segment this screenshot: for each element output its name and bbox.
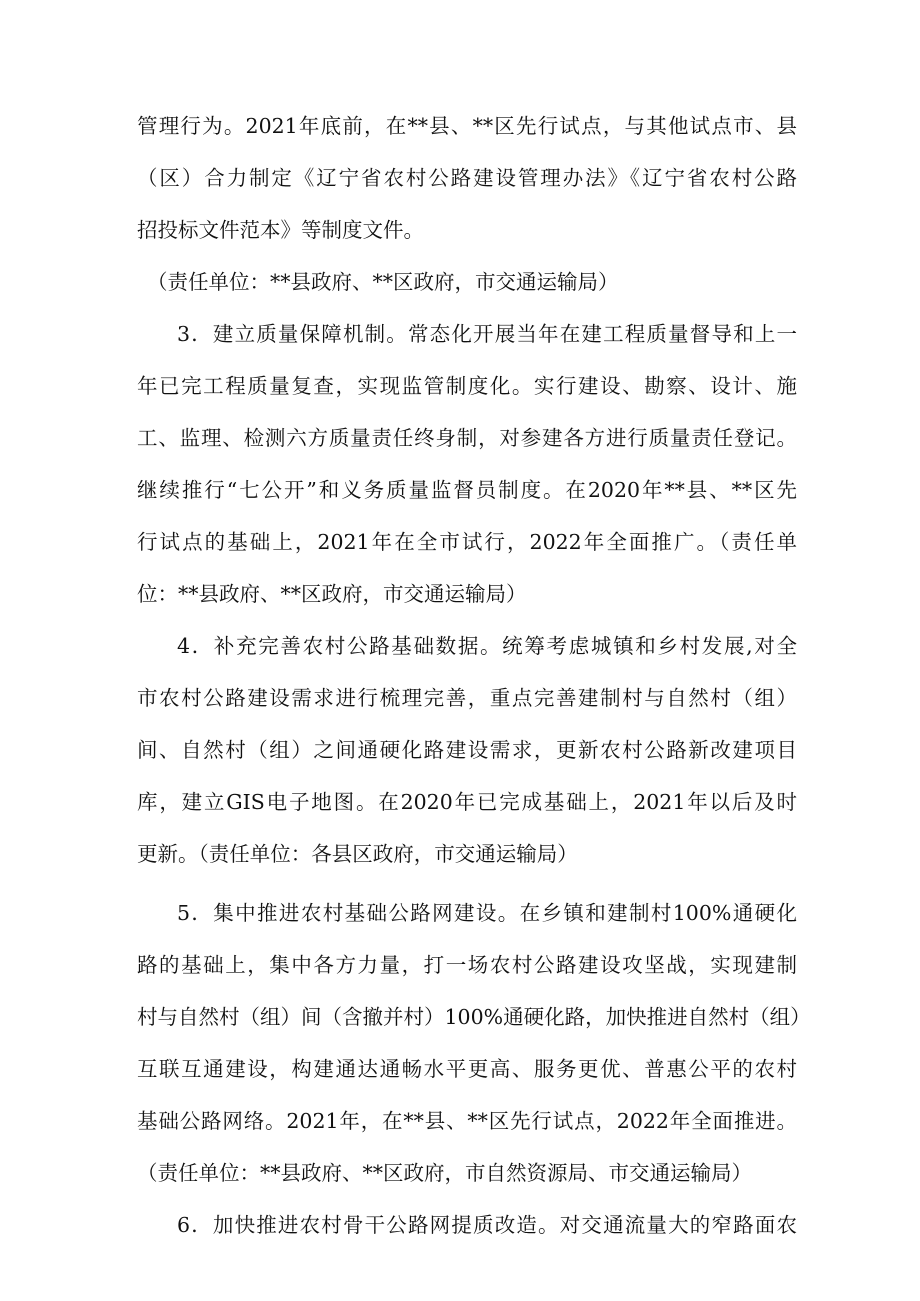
text-line: 3．建立质量保障机制。常态化开展当年在建工程质量督导和上一 (177, 322, 797, 346)
text-line: 市农村公路建设需求进行梳理完善，重点完善建制村与自然村（组） (137, 686, 797, 710)
text-line: 管理行为。2021年底前，在**县、**区先行试点，与其他试点市、县 (137, 114, 797, 138)
text-line: 年已完工程质量复查，实现监管制度化。实行建设、勘察、设计、施 (137, 374, 797, 398)
text-line: （责任单位：**县政府、**区政府，市自然资源局、市交通运输局） (137, 1161, 752, 1185)
text-line: 工、监理、检测六方质量责任终身制，对参建各方进行质量责任登记。 (137, 426, 797, 450)
text-line: 路的基础上，集中各方力量，打一场农村公路建设攻坚战，实现建制 (137, 953, 797, 977)
text-line: 4．补充完善农村公路基础数据。统筹考虑城镇和乡村发展,对全 (177, 634, 797, 658)
text-line: 继续推行“七公开”和义务质量监督员制度。在2020年**县、**区先 (137, 478, 797, 502)
text-line: 互联互通建设，构建通达通畅水平更高、服务更优、普惠公平的农村 (137, 1057, 797, 1081)
text-line: 位：**县政府、**区政府，市交通运输局） (137, 582, 527, 606)
text-line: 6．加快推进农村骨干公路网提质改造。对交通流量大的窄路面农 (177, 1213, 797, 1237)
text-line: （区）合力制定《辽宁省农村公路建设管理办法》《辽宁省农村公路 (137, 166, 797, 190)
text-line: 村与自然村（组）间（含撤并村）100%通硬化路，加快推进自然村（组） (137, 1005, 811, 1029)
text-line: 基础公路网络。2021年，在**县、**区先行试点，2022年全面推进。 (137, 1109, 797, 1133)
text-line: 库，建立GIS电子地图。在2020年已完成基础上，2021年以后及时 (137, 790, 797, 814)
text-line: 更新。（责任单位：各县区政府，市交通运输局） (137, 842, 578, 866)
text-line: 间、自然村（组）之间通硬化路建设需求，更新农村公路新改建项目 (137, 738, 797, 762)
text-line: 5．集中推进农村基础公路网建设。在乡镇和建制村100%通硬化 (177, 901, 797, 925)
text-line: 招投标文件范本》等制度文件。 (137, 218, 424, 242)
text-line: （责任单位：**县政府、**区政府，市交通运输局） (147, 270, 619, 294)
text-line: 行试点的基础上，2021年在全市试行，2022年全面推广。（责任单 (137, 530, 797, 554)
